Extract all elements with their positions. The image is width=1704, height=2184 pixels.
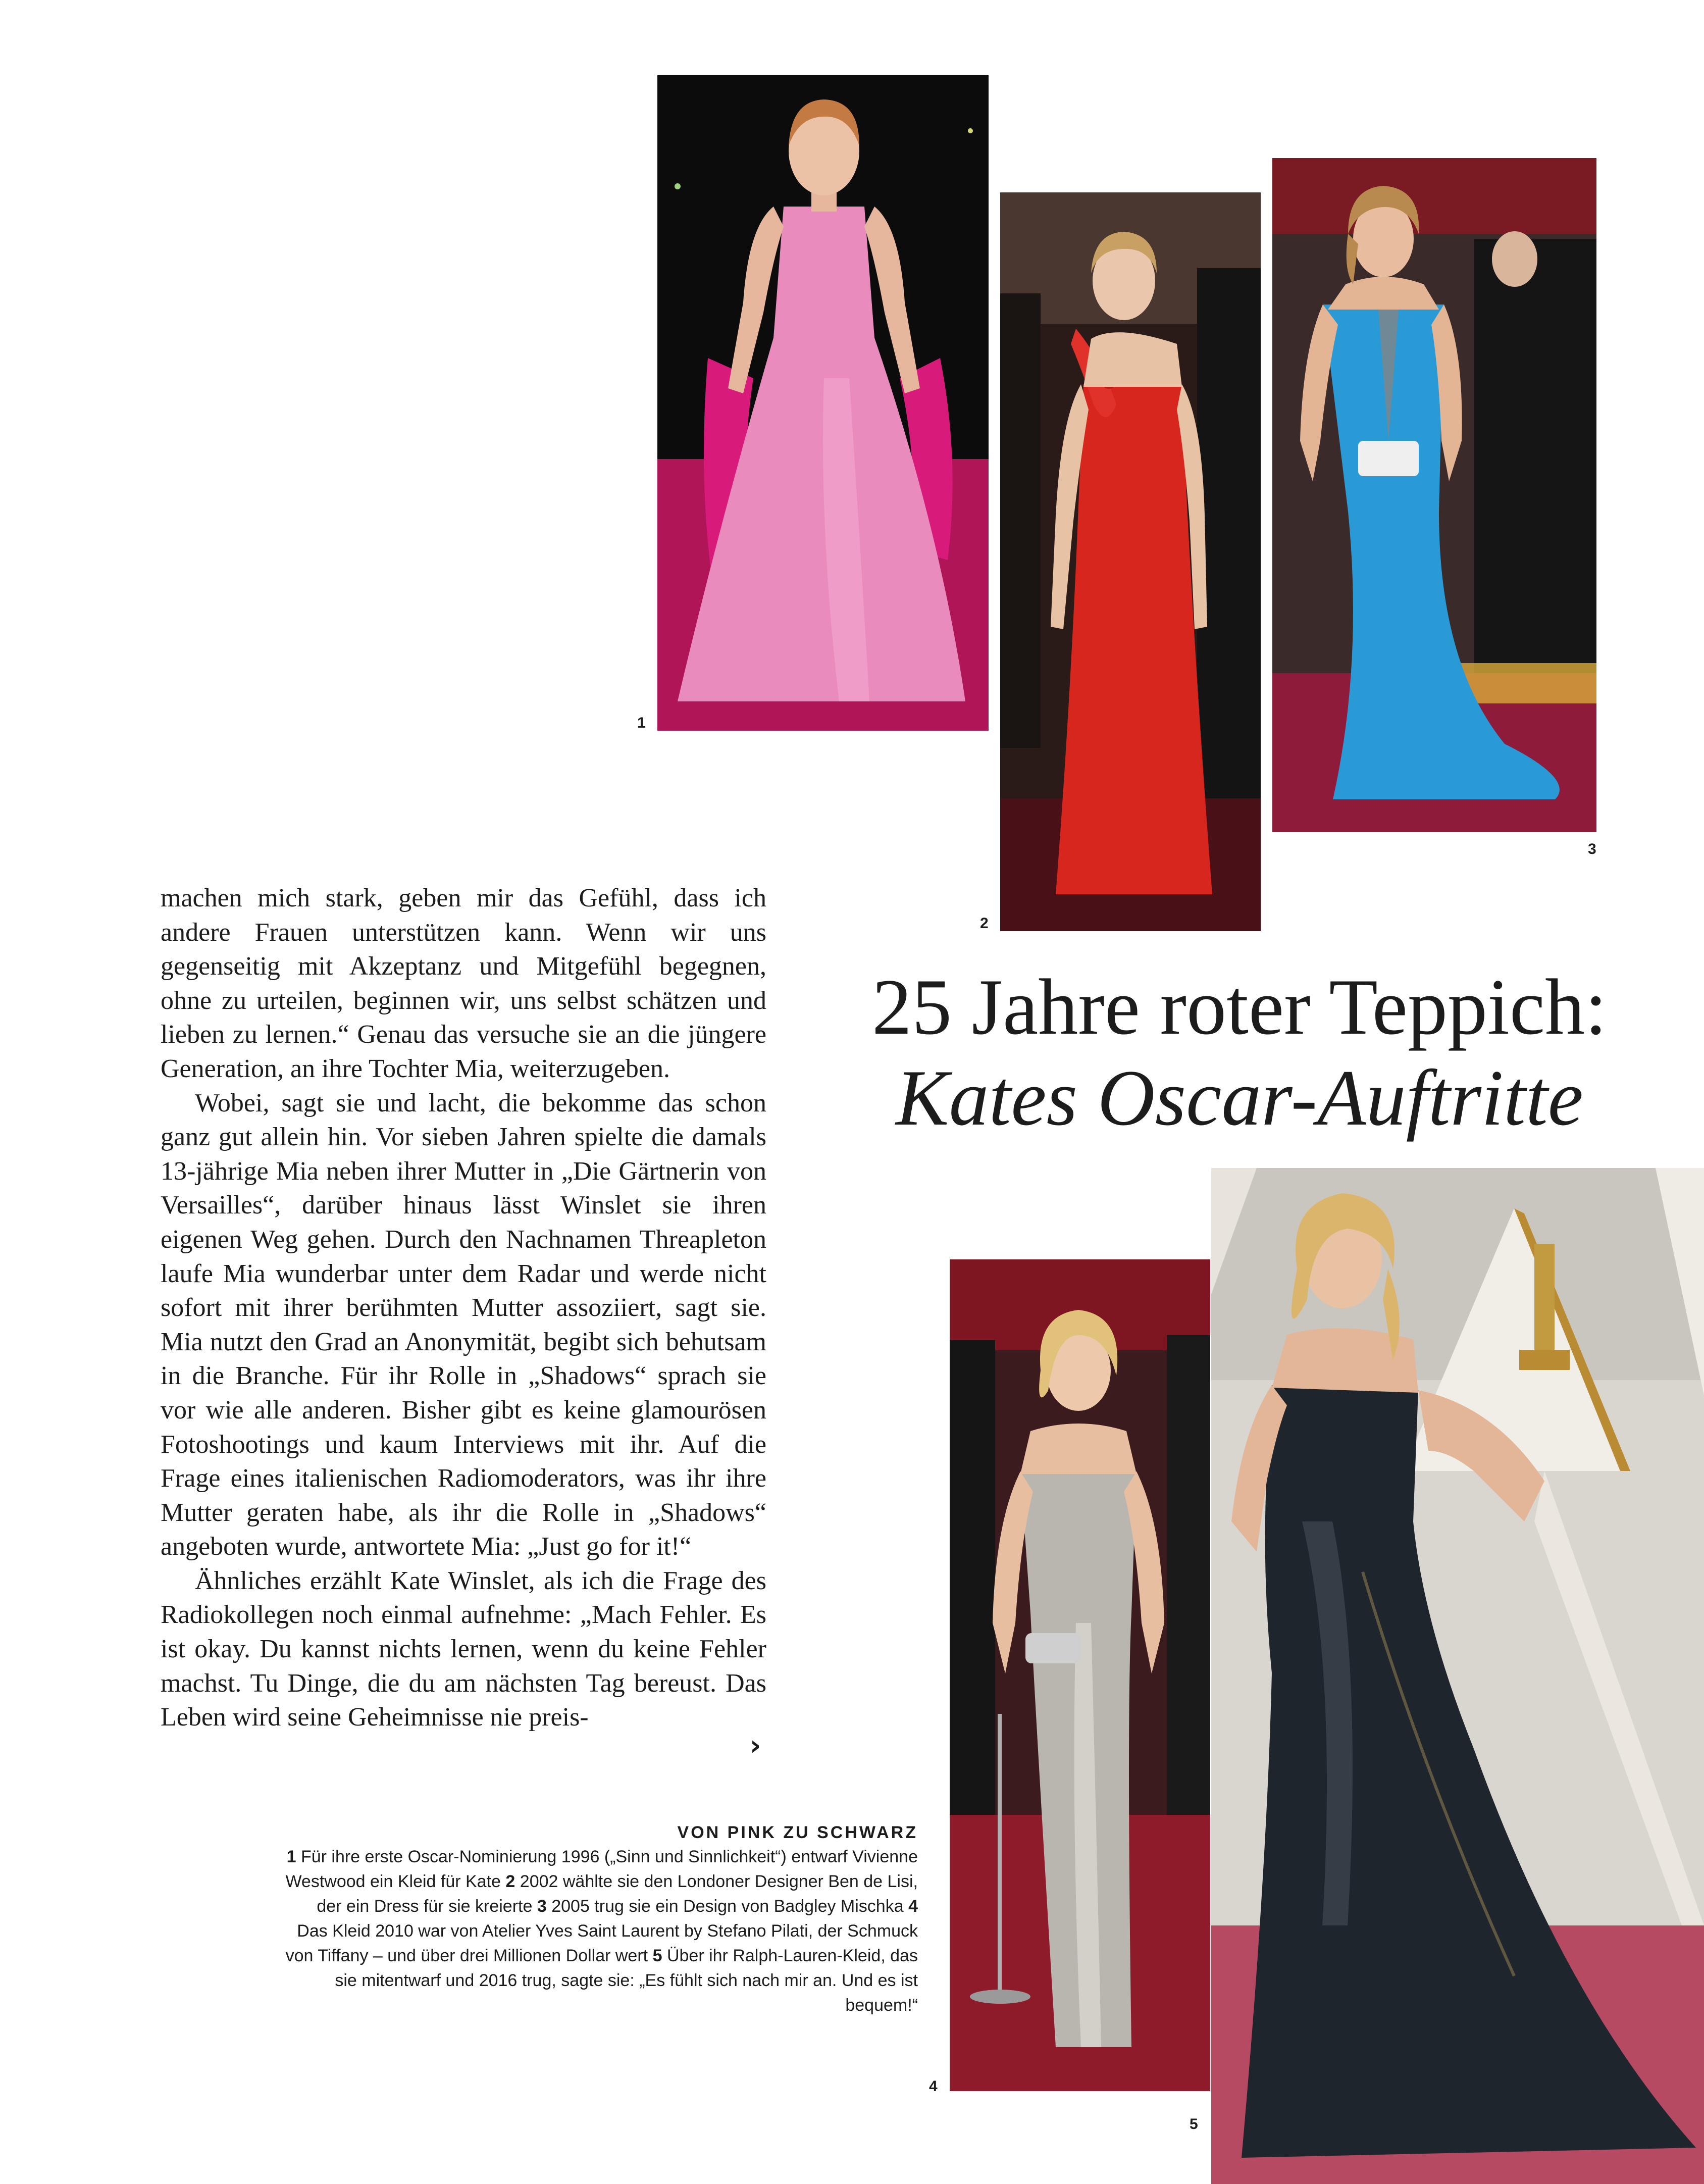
- photo-red-gown: [1000, 192, 1261, 931]
- photo-caption: [283, 1820, 918, 2018]
- photo-pink-gown-illustration: [657, 75, 989, 731]
- photo-number-5: 5: [1190, 2116, 1198, 2132]
- photo-black-gown: [1211, 1168, 1704, 2184]
- photo-number-4: 4: [929, 2078, 938, 2095]
- continue-arrow-icon: ›: [750, 1730, 761, 1761]
- caption-item-2: 2002 wählte sie den Londoner Designer Ben de Lisi, der ein Dress für sie kreierte: [317, 1872, 918, 1916]
- caption-item-3: 2005 trug sie ein Design von Badgley Mischka: [551, 1897, 904, 1916]
- photo-blue-gown-illustration: [1272, 158, 1596, 832]
- photo-number-1: 1: [637, 715, 646, 731]
- photo-black-gown-illustration: [1211, 1168, 1704, 2184]
- photo-silver-gown: [950, 1259, 1210, 2091]
- caption-number-1: 1: [286, 1847, 296, 1866]
- article-headline: [838, 962, 1641, 1144]
- body-paragraph-2: Wobei, sagt sie und lacht, die bekomme das schon ganz gut allein hin. Vor sieben Jahren spielte die damals 13-jährige Mia neben ihrer Mutter in „Die Gärtnerin von Versailles“, darüber hinaus lässt Winslet sie ihren eigenen Weg gehen. Durch den Nachnamen Threapleton laufe Mia wunderbar unter dem Radar und werde nicht sofort mit ihrer berühmten Mutter assoziiert, sagt sie. Mia nutzt den Grad an Anonymität, begibt sich behutsam in die Branche. Für ihr Rolle in „Shadows“ sprach sie vor wie alle anderen. Bisher gibt es keine glamourösen Fotoshootings und kaum Interviews mit ihr. Auf die Frage eines italienischen Radiomoderators, was ihr ihre Mutter geraten habe, als ihr die Rolle in „Shadows“ angeboten wurde, antwortete Mia: „Just go for it!“: [161, 1088, 766, 1561]
- photo-number-2: 2: [980, 915, 989, 932]
- caption-item-5: Über ihr Ralph-Lauren-Kleid, das sie mitentwarf und 2016 trug, sagte sie: „Es fühlt sich nach mir an. Und es ist bequem!“: [335, 1946, 918, 2015]
- caption-number-4: 4: [908, 1897, 918, 1916]
- caption-item-1: Für ihre erste Oscar-Nominierung 1996 („Sinn und Sinnlichkeit“) entwarf Vivienne Westwood ein Kleid für Kate: [285, 1847, 918, 1891]
- article-body: [161, 881, 766, 1735]
- caption-body: [283, 1845, 918, 2018]
- caption-number-2: 2: [505, 1872, 515, 1891]
- body-paragraph-1: machen mich stark, geben mir das Gefühl, dass ich andere Frauen unterstützen kann. Wenn wir uns gegenseitig mit Akzeptanz und Mitgefühl begegnen, ohne zu urteilen, beginnen wir, uns selbst schätzen und lieben zu lernen.“ Genau das versuche sie an die jüngere Generation, an ihre Tochter Mia, weiterzugeben.: [161, 884, 766, 1083]
- caption-number-3: 3: [537, 1897, 547, 1916]
- caption-title: VON PINK ZU SCHWARZ: [677, 1823, 918, 1842]
- photo-pink-gown: [657, 75, 989, 731]
- headline-line-1: 25 Jahre roter Teppich:: [872, 963, 1607, 1051]
- photo-number-3: 3: [1588, 841, 1596, 857]
- photo-silver-gown-illustration: [950, 1259, 1210, 2091]
- photo-blue-gown: [1272, 158, 1596, 832]
- photo-red-gown-illustration: [1000, 192, 1261, 931]
- caption-item-4: Das Kleid 2010 war von Atelier Yves Saint Laurent by Stefano Pilati, der Schmuck von Tiffany – und über drei Millionen Dollar wert: [285, 1921, 918, 1965]
- body-paragraph-3: Ähnliches erzählt Kate Winslet, als ich die Frage des Radiokollegen noch einmal aufnehme: „Mach Fehler. Es ist okay. Du kannst nichts lernen, wenn du keine Fehler machst. Tu Dinge, die du am nächsten Tag bereust. Das Leben wird seine Geheimnisse nie preis-: [161, 1566, 766, 1732]
- headline-line-2: Kates Oscar-Auftritte: [896, 1054, 1583, 1142]
- caption-number-5: 5: [652, 1946, 662, 1965]
